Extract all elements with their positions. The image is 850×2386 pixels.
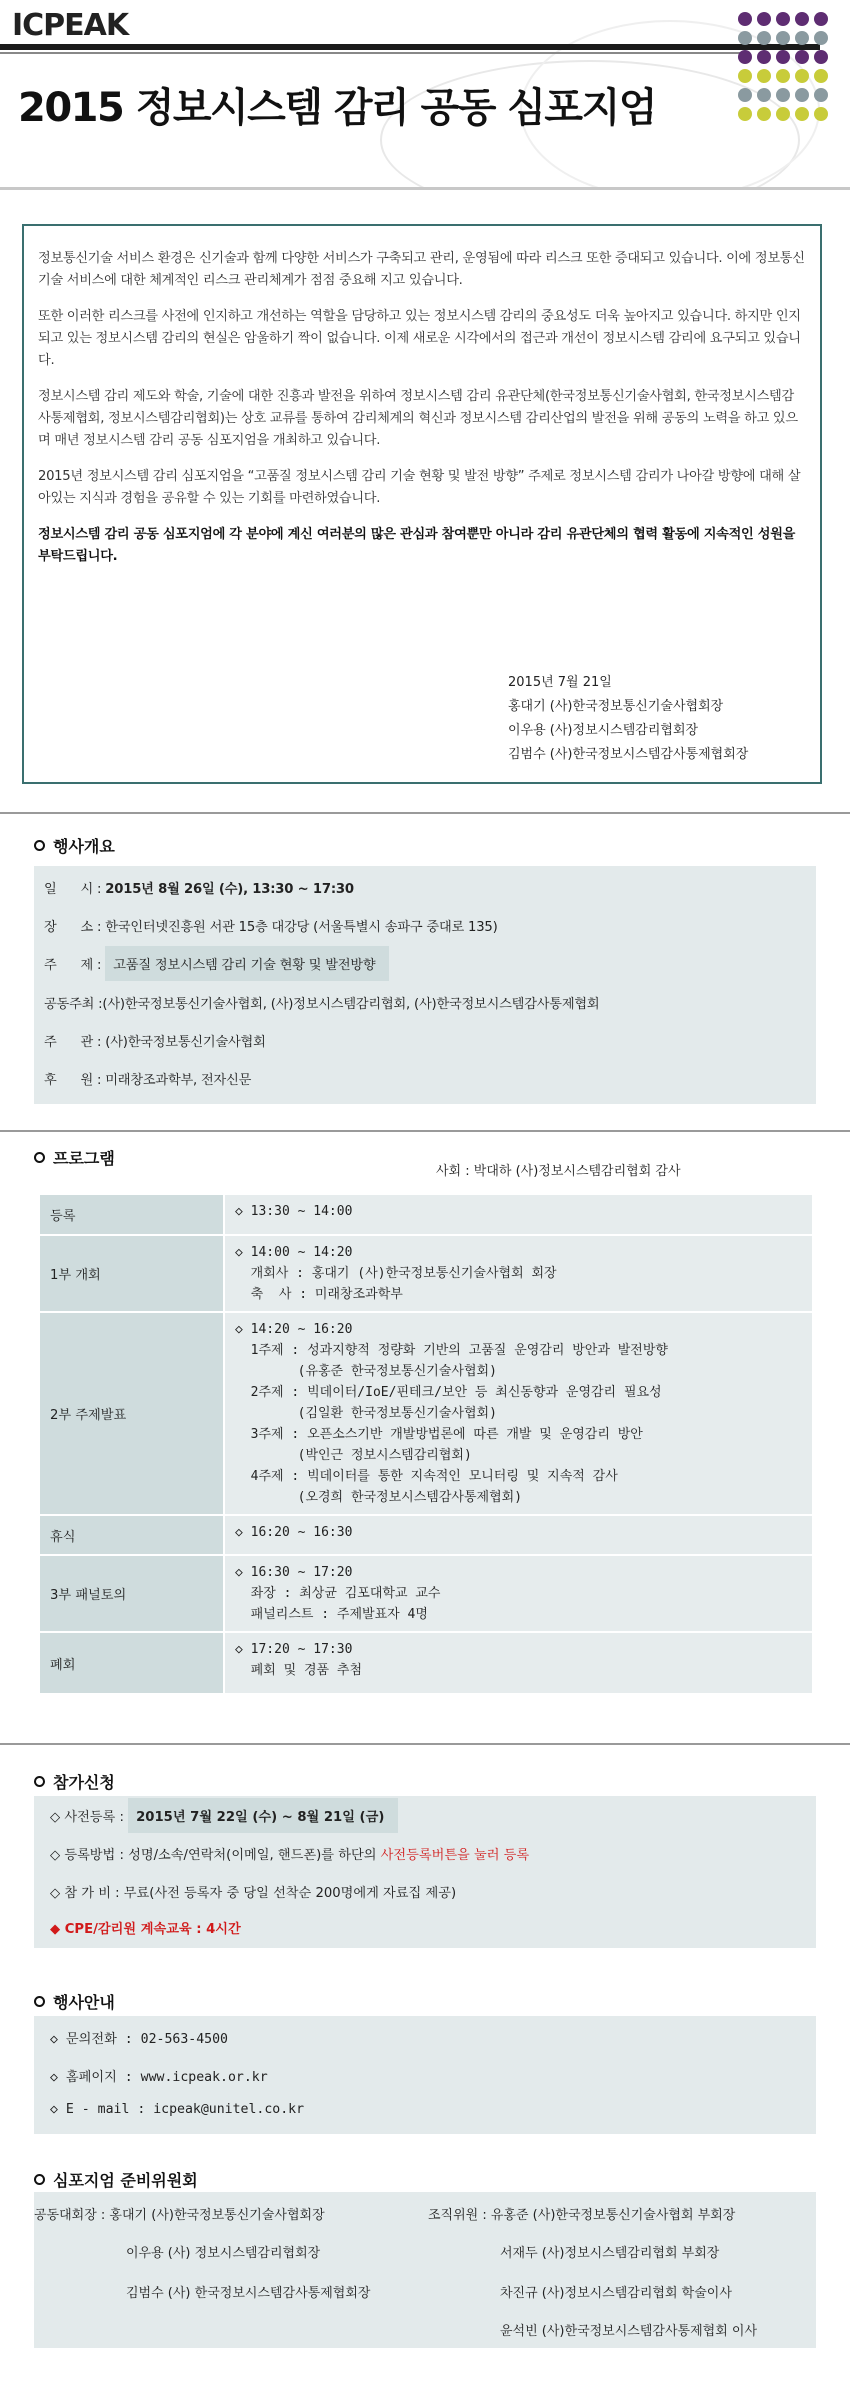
decor-dot (738, 107, 752, 121)
committee-heading: 심포지엄 준비위원회 (34, 2168, 198, 2191)
overview-panel (34, 866, 816, 1104)
committee-member: 김범수 (사) 한국정보시스템감사통제협회장 (126, 2286, 371, 2301)
program-row (40, 1195, 812, 1235)
program-session-detail (224, 1312, 812, 1515)
decor-dot (795, 12, 809, 26)
cpe-credit: ◆ CPE/감리원 계속교육 : 4시간 (50, 1922, 241, 1937)
decor-dot (814, 69, 828, 83)
program-detail-line: ◇ 14:20 ~ 16:20 (235, 1322, 353, 1337)
program-row (40, 1312, 812, 1515)
decor-dot (757, 69, 771, 83)
program-session-detail (224, 1555, 812, 1632)
program-detail-line: ◇ 14:00 ~ 14:20 (235, 1245, 353, 1260)
program-detail-line: 4주제 : 빅데이터를 통한 지속적인 모니터링 및 지속적 감사 (235, 1469, 618, 1484)
decor-dot (738, 88, 752, 102)
decor-dot (757, 50, 771, 64)
decor-dot (776, 12, 790, 26)
overview-place: 장 소 : 한국인터넷진흥원 서관 15층 대강당 (서울특별시 송파구 중대로 135) (44, 920, 498, 935)
decor-dot (776, 50, 790, 64)
contact-phone: ◇ 문의전화 : 02-563-4500 (50, 2032, 228, 2047)
decor-dot (738, 69, 752, 83)
committee-panel (34, 2192, 816, 2348)
program-session-detail (224, 1235, 812, 1312)
program-session-detail (224, 1195, 812, 1235)
section-divider (0, 812, 850, 814)
committee-member: 윤석빈 (사)한국정보시스템감사통제협회 이사 (500, 2324, 758, 2339)
program-detail-line: ◇ 13:30 ~ 14:00 (235, 1204, 353, 1219)
program-detail-line: ◇ 17:20 ~ 17:30 (235, 1642, 353, 1657)
overview-theme: 주 제 : 고품질 정보시스템 감리 기술 현황 및 발전방향 (44, 946, 389, 981)
program-detail-line: 2주제 : 빅데이터/IoE/핀테크/보안 등 최신동향과 운영감리 필요성 (235, 1385, 662, 1400)
info-heading: 행사안내 (34, 1990, 115, 2013)
program-row (40, 1515, 812, 1555)
signature-block (508, 671, 748, 767)
header-banner (0, 0, 850, 190)
decor-dot (795, 107, 809, 121)
decor-dot (776, 69, 790, 83)
program-row (40, 1555, 812, 1632)
program-detail-line: 개회사 : 홍대기 (사)한국정보통신기술사협회 회장 (235, 1266, 557, 1281)
decor-dot (776, 88, 790, 102)
signer: 김범수 (사)한국정보시스템감사통제협회장 (508, 747, 749, 762)
decor-dot (795, 31, 809, 45)
program-table (40, 1195, 812, 1695)
signer: 이우용 (사)정보시스템감리협회장 (508, 723, 699, 738)
greeting-closing: 정보시스템 감리 공동 심포지엄에 각 분야에 계신 여러분의 많은 관심과 참여뿐만 아니라 감리 유관단체의 협력 활동에 지속적인 성원을 부탁드립니다. (38, 527, 796, 564)
program-detail-line: (유홍준 한국정보통신기술사협회) (235, 1364, 497, 1379)
decor-dot (738, 12, 752, 26)
circle-bullet-icon (34, 840, 45, 851)
registration-fee: ◇ 참 가 비 : 무료(사전 등록자 중 당일 선착순 200명에게 자료집 제공) (50, 1886, 457, 1901)
letter-date: 2015년 7월 21일 (508, 675, 612, 690)
overview-date: 일 시 : 2015년 8월 26일 (수), 13:30 ~ 17:30 (44, 882, 354, 897)
program-detail-line: (김일환 한국정보통신기술사협회) (235, 1406, 497, 1421)
decor-dot (757, 31, 771, 45)
circle-bullet-icon (34, 2174, 45, 2185)
committee-member: 서재두 (사)정보시스템감리협회 부회장 (500, 2246, 720, 2261)
registration-method: ◇ 등록방법 : 성명/소속/연락처(이메일, 핸드폰)를 하단의 사전등록버튼을 눌러 등록 (50, 1848, 530, 1863)
signer: 홍대기 (사)한국정보통신기술사협회장 (508, 699, 724, 714)
program-session-name: 등록 (40, 1195, 224, 1235)
decor-dot (757, 88, 771, 102)
section-divider (0, 1130, 850, 1132)
dot-pattern-decoration (738, 12, 834, 121)
program-heading: 프로그램 (34, 1146, 115, 1169)
overview-organizer: 주 관 : (사)한국정보통신기술사협회 (44, 1035, 266, 1050)
program-session-name: 3부 패널토의 (40, 1555, 224, 1632)
decor-dot (757, 12, 771, 26)
circle-bullet-icon (34, 1152, 45, 1163)
registration-heading: 참가신청 (34, 1770, 115, 1793)
overview-heading: 행사개요 (34, 834, 115, 857)
greeting-paragraph: 정보통신기술 서비스 환경은 신기술과 함께 다양한 서비스가 구축되고 관리, 운영됨에 따라 리스크 또한 증대되고 있습니다. 이에 정보통신기술 서비스에 대한 체계적인 리스크 관리체계가 점점 중요해 지고 있습니다. (38, 251, 805, 288)
header-divider (0, 188, 850, 190)
info-panel (34, 2016, 816, 2134)
circle-bullet-icon (34, 1996, 45, 2007)
committee-member: 이우용 (사) 정보시스템감리협회장 (126, 2246, 321, 2261)
program-session-name: 폐회 (40, 1632, 224, 1694)
program-session-name: 2부 주제발표 (40, 1312, 224, 1515)
greeting-letter (22, 224, 822, 784)
greeting-paragraph: 정보시스템 감리 제도와 학술, 기술에 대한 진흥과 발전을 위하여 정보시스템 감리 유관단체(한국정보통신기술사협회, 한국정보시스템감사통제협회, 정보시스템감리협회)는 상호 교류를 통하여 감리체계의 혁신과 정보시스템 감리산업의 발전을 위해 공동의 노력을 하고 있으며 매년 정보시스템 감리 공동 심포지엄을 개최하고 있습니다. (38, 389, 798, 448)
program-row (40, 1235, 812, 1312)
program-mc: 사회 : 박대하 (사)정보시스템감리협회 감사 (436, 1164, 681, 1179)
registration-panel (34, 1796, 816, 1948)
program-detail-line: (오경희 한국정보시스템감사통제협회) (235, 1490, 523, 1505)
program-detail-line: 3주제 : 오픈소스기반 개발방법론에 따른 개발 및 운영감리 방안 (235, 1427, 643, 1442)
committee-member: 공동대회장 : 홍대기 (사)한국정보통신기술사협회장 (34, 2208, 325, 2223)
greeting-paragraph: 또한 이러한 리스크를 사전에 인지하고 개선하는 역할을 담당하고 있는 정보시스템 감리의 중요성도 더욱 높아지고 있습니다. 하지만 인지되고 있는 정보시스템 감리의 현실은 암울하기 짝이 없습니다. 이제 새로운 시각에서의 접근과 개선이 정보시스템 감리에 요구되고 있습니다. (38, 309, 801, 368)
program-detail-line: 패널리스트 : 주제발표자 4명 (235, 1607, 428, 1622)
decor-dot (795, 69, 809, 83)
program-session-name: 휴식 (40, 1515, 224, 1555)
circle-bullet-icon (34, 1776, 45, 1787)
page-title: 2015 정보시스템 감리 공동 심포지엄 (18, 85, 656, 131)
overview-sponsor: 후 원 : 미래창조과학부, 전자신문 (44, 1073, 252, 1088)
program-detail-line: 좌장 : 최상균 김포대학교 교수 (235, 1586, 441, 1601)
logo-underline (0, 44, 820, 50)
program-detail-line: 축 사 : 미래창조과학부 (235, 1287, 403, 1302)
program-session-detail (224, 1632, 812, 1694)
program-session-detail (224, 1515, 812, 1555)
email-link[interactable]: ◇ E - mail : icpeak@unitel.co.kr (50, 2102, 305, 2117)
committee-member: 차진규 (사)정보시스템감리협회 학술이사 (500, 2286, 732, 2301)
program-session-name: 1부 개회 (40, 1235, 224, 1312)
decor-dot (814, 50, 828, 64)
logo-underline-thin (0, 52, 740, 54)
decor-dot (757, 107, 771, 121)
decor-dot (814, 31, 828, 45)
program-detail-line: ◇ 16:20 ~ 16:30 (235, 1525, 353, 1540)
pre-registration: ◇ 사전등록 : 2015년 7월 22일 (수) ~ 8월 21일 (금) (50, 1798, 398, 1833)
program-detail-line: 1주제 : 성과지향적 정량화 기반의 고품질 운영감리 방안과 발전방향 (235, 1343, 668, 1358)
program-detail-line: ◇ 16:30 ~ 17:20 (235, 1565, 353, 1580)
program-detail-line: (박인근 정보시스템감리협회) (235, 1448, 472, 1463)
committee-member: 조직위원 : 유홍준 (사)한국정보통신기술사협회 부회장 (428, 2208, 736, 2223)
program-row (40, 1632, 812, 1694)
icpeak-logo: ICPEAK (12, 8, 129, 43)
section-divider (0, 1743, 850, 1745)
decor-dot (776, 107, 790, 121)
pre-registration-link[interactable]: 사전등록버튼을 눌러 등록 (380, 1848, 530, 1863)
decor-dot (814, 12, 828, 26)
decor-dot (738, 31, 752, 45)
decor-dot (738, 50, 752, 64)
program-detail-line: 폐회 및 경품 추첨 (235, 1663, 363, 1678)
decor-dot (795, 50, 809, 64)
homepage-link[interactable]: ◇ 홈페이지 : www.icpeak.or.kr (50, 2070, 268, 2085)
overview-host: 공동주최 :(사)한국정보통신기술사협회, (사)정보시스템감리협회, (사)한국정보시스템감사통제협회 (44, 997, 600, 1012)
decor-dot (814, 88, 828, 102)
greeting-paragraph: 2015년 정보시스템 감리 심포지엄을 “고품질 정보시스템 감리 기술 현황 및 발전 방향” 주제로 정보시스템 감리가 나아갈 방향에 대해 살아있는 지식과 경험을 공유할 수 있는 기회를 마련하였습니다. (38, 469, 801, 506)
decor-dot (795, 88, 809, 102)
decor-dot (814, 107, 828, 121)
decor-dot (776, 31, 790, 45)
